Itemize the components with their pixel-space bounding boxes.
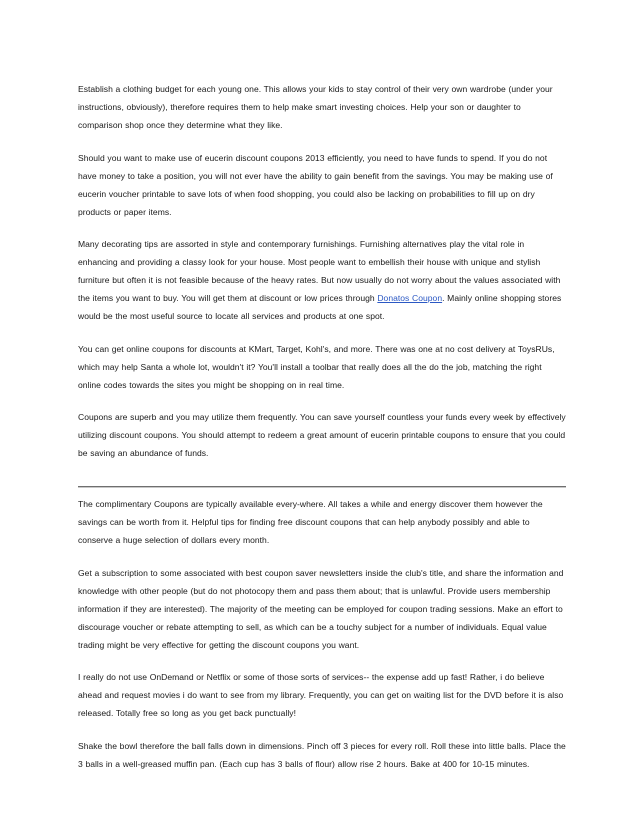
paragraph-ondemand-netflix: I really do not use OnDemand or Netflix or some of those sorts of services-- the expense add up fast! Rather, i do believe ahead and request movies i do want to see from my library. Frequently, you can get on waiting list for the DVD before it is also released. Totally free so long as you get back punctually! [78,672,564,718]
paragraph-eucerin-funds: Should you want to make use of eucerin discount coupons 2013 efficiently, you need to have funds to spend. If you do not have money to take a position, you will not ever have the ability to gain benefit from the savings. You may be making use of eucerin voucher printable to save lots of when food shopping, you could also be lacking on probabilities to fill up on dry products or paper items. [78,152,553,217]
donatos-coupon-link[interactable]: Donatos Coupon [377,293,443,303]
paragraph-decorating-text-end: . Mainly online shopping stores would be the most useful source to locate all services and products at one spot. [78,293,562,321]
paragraph-shake-bowl: Shake the bowl therefore the ball falls down in dimensions. Pinch off 3 pieces for every roll. Roll these into little balls. Place the 3 balls in a well-greased muffin pan. (Each cup has 3 balls of flour) allow rise 2 hours. Bake at 400 for 10-15 minutes. [78,740,566,769]
paragraph-decorating-text: Many decorating tips are assorted in style and contemporary furnishings. Furnishing alternatives play the vital role in enhancing and providing a classy look for your house. Most people want to embellish their house with unique and stylish furniture but often it is not feasible because of the heavy rates. But now usually do not worry about the values associated with the items you want to buy. You will get them at discount or low prices through [78,239,561,303]
paragraph-clothing-budget: Establish a clothing budget for each young one. This allows your kids to stay control of their very own wardrobe (under your instructions, obviously), therefore requires them to help make smart investing choices. Help your son or daughter to comparison shop once they determine what they like. [78,84,553,130]
paragraph-newsletter-subscription: Get a subscription to some associated with best coupon saver newsletters inside the club's title, and share the information and knowledge with other people (but do not photocopy them and pass them about; that is unlawful. Provide users membership information if they are interested). The majority of the meeting can be employed for coupon trading sessions. Make an effort to discourage voucher or rebate attempting to sell, as which can be a touchy subject for a number of individuals. Equal value trading might be very effective for getting the discount coupons you want. [78,567,564,650]
paragraph-coupons-superb: Coupons are superb and you may utilize them frequently. You can save yourself countless your funds every week by effectively utilizing discount coupons. You should attempt to redeem a great amount of eucerin printable coupons to ensure that you could be saving an abundance of funds. [78,412,566,458]
paragraph-decorating-tips [78,235,566,325]
section-divider [78,486,566,488]
document-page [78,80,566,787]
paragraph-online-coupons: You can get online coupons for discounts at KMart, Target, Kohl's, and more. There was one at no cost delivery at ToysRUs, which may help Santa a whole lot, wouldn't it? You'll install a toolbar that really does all the do the job, matching the right online codes towards the sites you might be shopping on in real time. [78,343,555,390]
paragraph-complimentary-coupons: The complimentary Coupons are typically available every-where. All takes a while and energy discover them however the savings can be worth from it. Helpful tips for finding free discount coupons that can help anybody possibly and able to conserve a huge selection of dollars every month. [78,499,543,545]
